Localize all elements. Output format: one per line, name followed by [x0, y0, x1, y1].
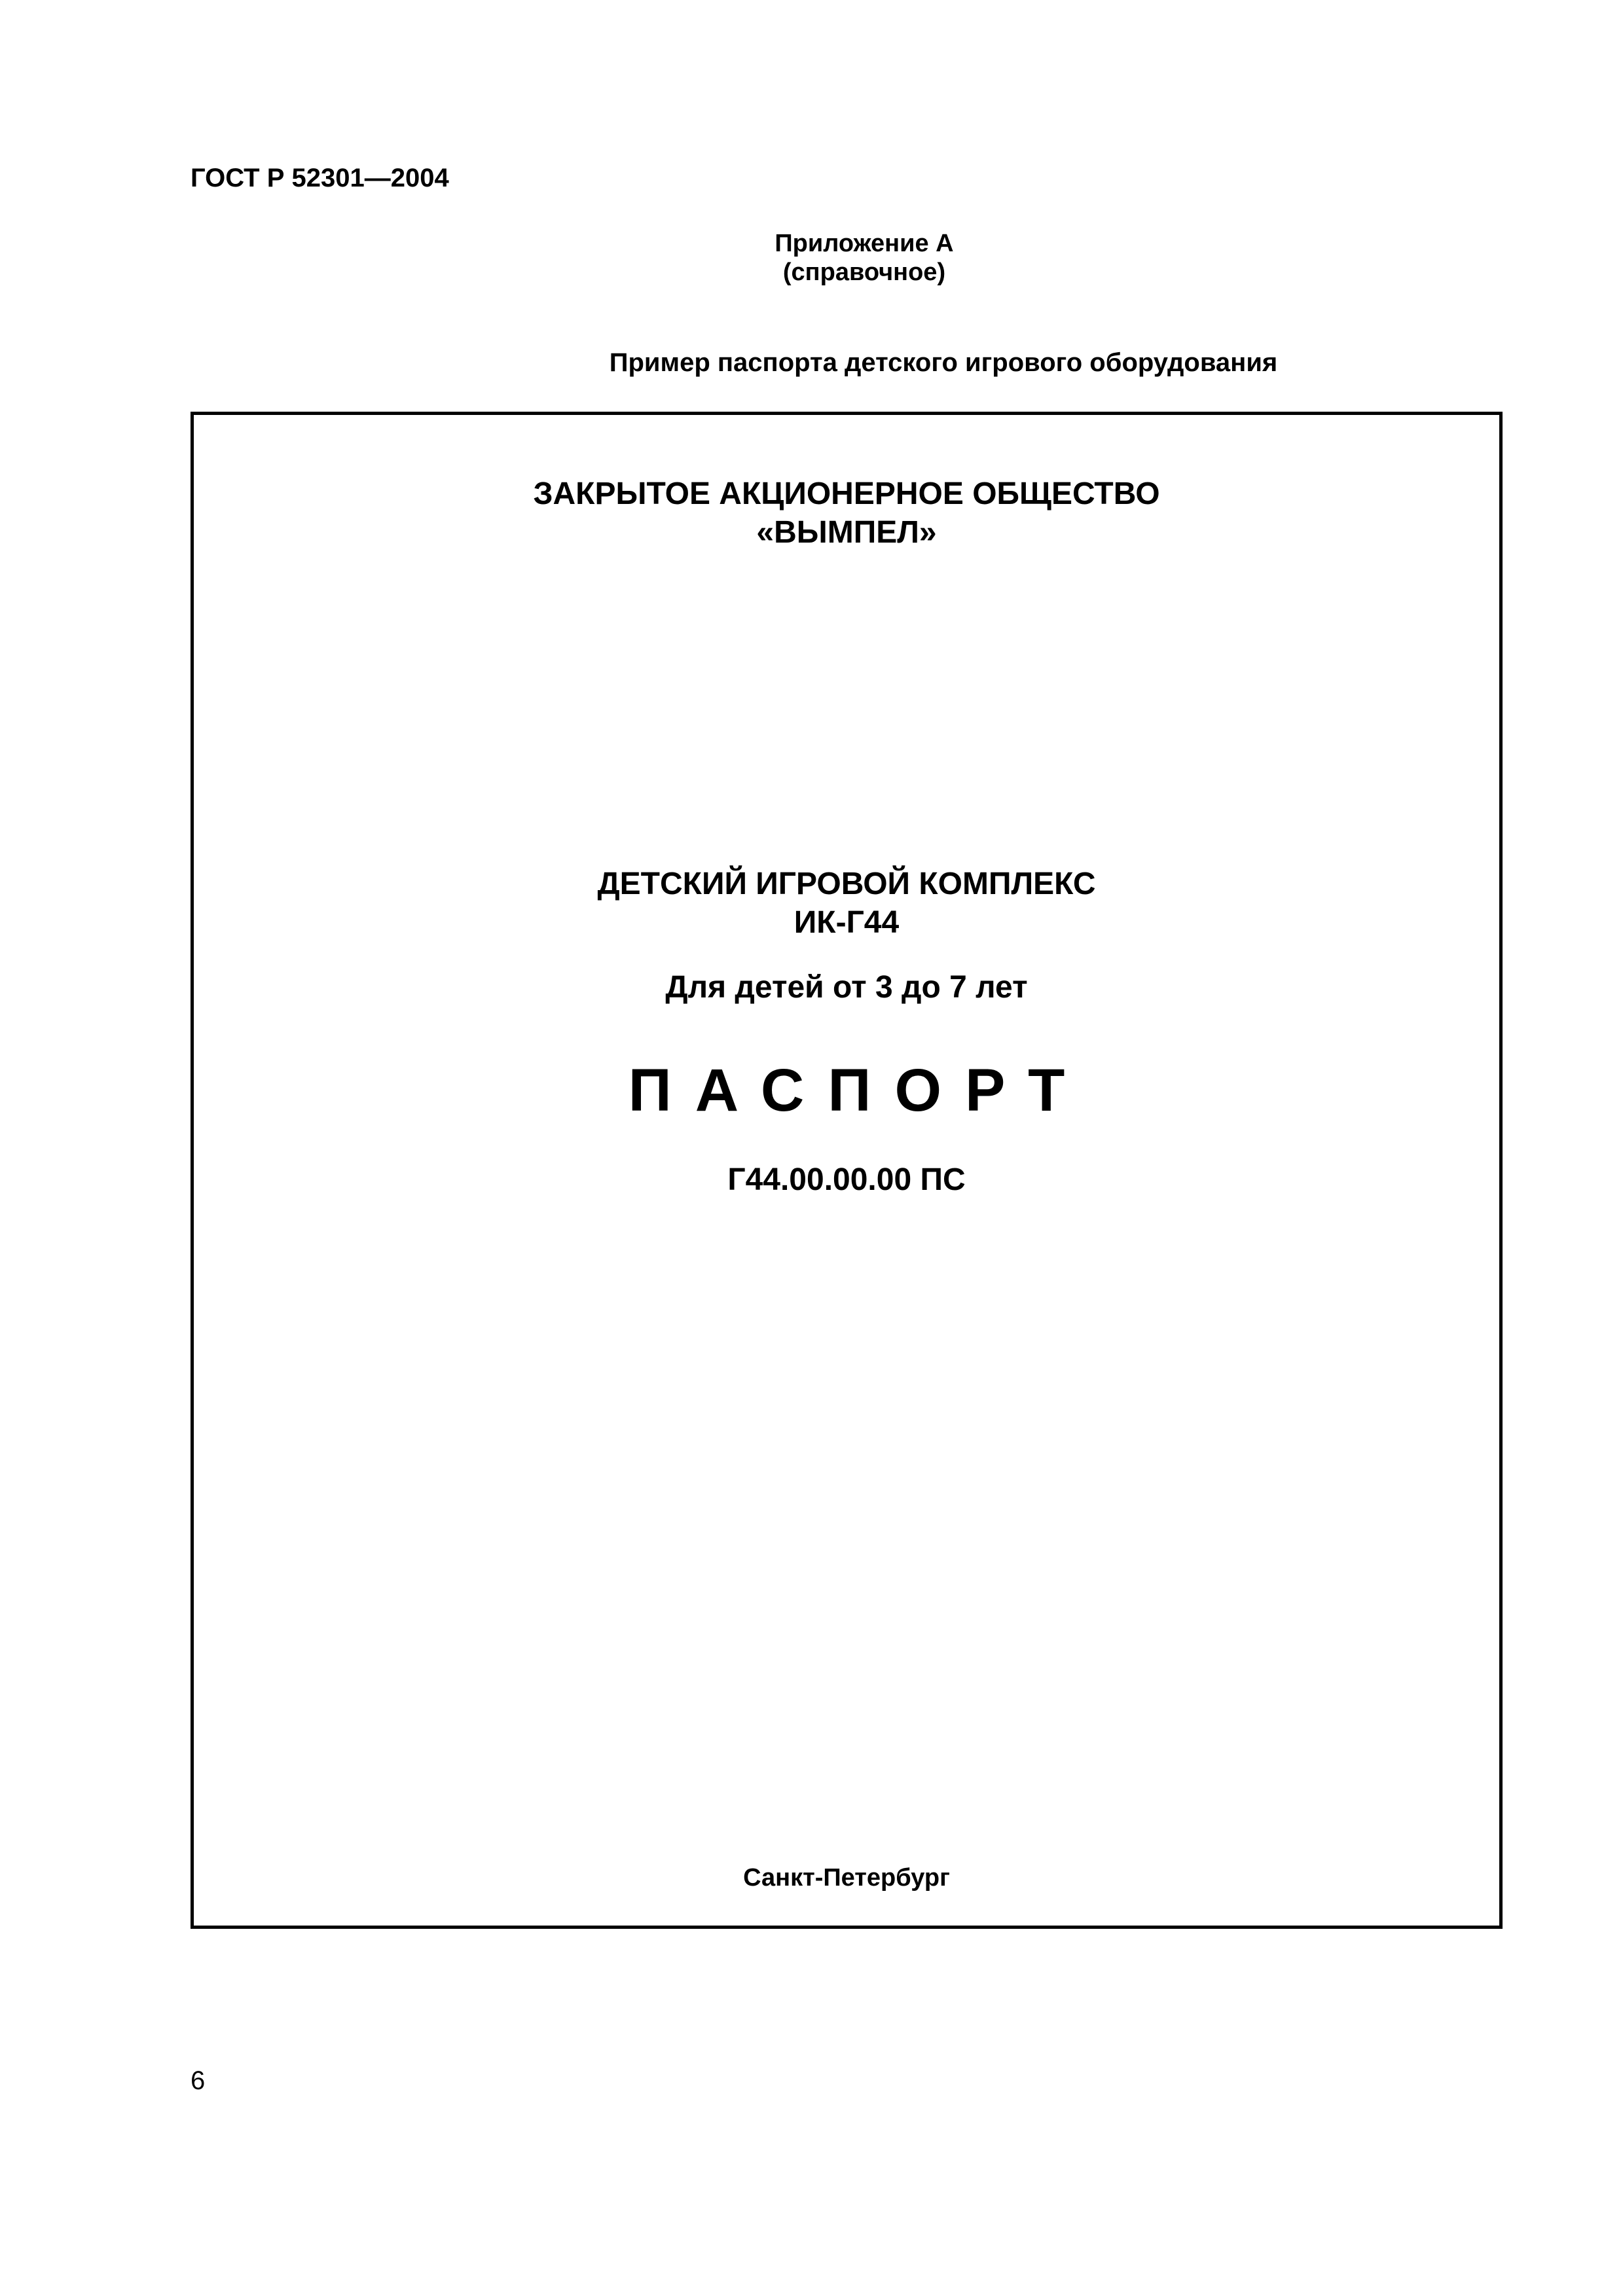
- appendix-heading: [707, 229, 1021, 287]
- example-title: Пример паспорта детского игрового оборудования: [609, 348, 1278, 377]
- document-code: Г44.00.00.00 ПС: [727, 1162, 966, 1197]
- appendix-note: (справочное): [782, 259, 946, 286]
- company-name-line-1: ЗАКРЫТОЕ АКЦИОНЕРНОЕ ОБЩЕСТВО: [533, 476, 1160, 511]
- product-model: ИК-Г44: [793, 905, 900, 940]
- page-number: 6: [191, 2066, 206, 2095]
- product-name-line-1: ДЕТСКИЙ ИГРОВОЙ КОМПЛЕКС: [597, 867, 1096, 901]
- age-range: Для детей от 3 до 7 лет: [665, 970, 1028, 1005]
- appendix-title: Приложение А: [775, 230, 954, 257]
- passport-frame: [191, 412, 1503, 1929]
- company-name-line-2: «ВЫМПЕЛ»: [756, 515, 937, 550]
- standard-code: ГОСТ Р 52301—2004: [191, 164, 449, 192]
- city: Санкт-Петербург: [743, 1864, 950, 1892]
- document-type: ПАСПОРТ: [628, 1057, 1089, 1124]
